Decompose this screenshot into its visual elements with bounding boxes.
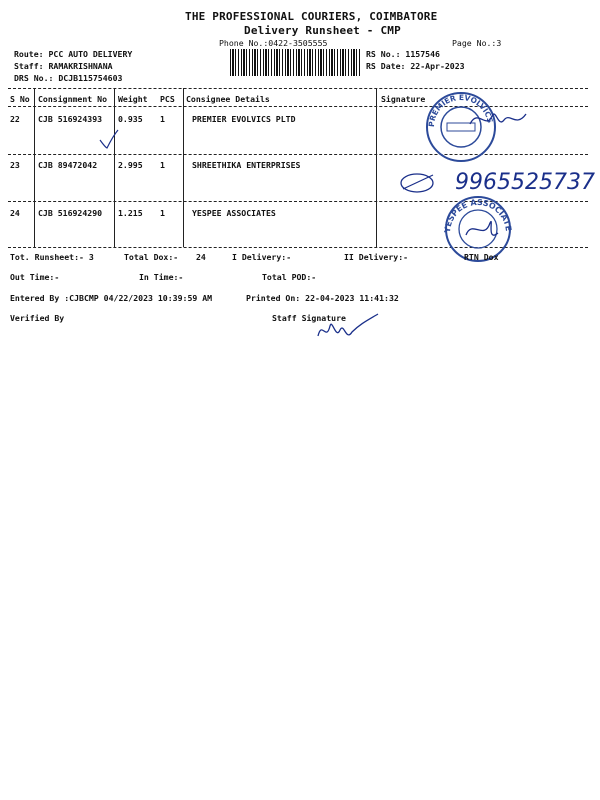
signature-mark	[468, 102, 528, 136]
i-delivery: I Delivery:-	[232, 252, 292, 262]
total-pod: Total POD:-	[262, 272, 317, 282]
header-signature: Signature	[381, 94, 426, 104]
row-weight: 0.935	[118, 114, 143, 124]
row-weight: 2.995	[118, 160, 143, 170]
phone-number: Phone No.:0422-3505555	[219, 38, 328, 48]
table-top-rule	[8, 88, 588, 89]
row-consignment: CJB 516924290	[38, 208, 103, 218]
company-name: THE PROFESSIONAL COURIERS, COIMBATORE	[185, 10, 438, 23]
row-pcs: 1	[160, 160, 165, 170]
rtn-dox: RTN Dox	[464, 252, 499, 262]
in-time: In Time:-	[139, 272, 184, 282]
row-sno: 24	[10, 208, 20, 218]
svg-text:YESPEE ASSOCIATES: YESPEE ASSOCIATES	[425, 186, 514, 234]
column-divider	[114, 88, 115, 247]
barcode-image	[230, 49, 360, 76]
checkmark-icon	[98, 128, 122, 150]
rs-date: RS Date: 22-Apr-2023	[366, 61, 465, 71]
row-rule	[8, 154, 588, 155]
row-pcs: 1	[160, 114, 165, 124]
staff-signature-mark	[316, 312, 380, 346]
row-sno: 23	[10, 160, 20, 170]
printed-on: Printed On: 22-04-2023 11:41:32	[246, 293, 399, 303]
column-divider	[34, 88, 35, 247]
row-consignment: CJB 89472042	[38, 160, 98, 170]
svg-text:9965525737: 9965525737	[455, 170, 595, 195]
staff-label: Staff: RAMAKRISHNANA	[14, 61, 113, 71]
entered-by: Entered By :CJBCMP 04/22/2023 10:39:59 AM	[10, 293, 213, 303]
ii-delivery: II Delivery:-	[344, 252, 409, 262]
row-consignee: YESPEE ASSOCIATES	[192, 208, 276, 218]
column-divider	[183, 88, 184, 247]
header-pcs: PCS	[160, 94, 175, 104]
tot-runsheet: Tot. Runsheet:- 3	[10, 252, 94, 262]
page-number: Page No.:3	[452, 38, 502, 48]
page-title: Delivery Runsheet - CMP	[244, 24, 401, 37]
header-weight: Weight	[118, 94, 148, 104]
svg-text:PREMIER EVOLVICS: PREMIER EVOLVICS	[426, 92, 495, 128]
row-consignment: CJB 516924393	[38, 114, 103, 124]
row-pcs: 1	[160, 208, 165, 218]
staff-signature-label: Staff Signature	[272, 313, 346, 323]
row-consignee: SHREETHIKA ENTERPRISES	[192, 160, 301, 170]
verified-by: Verified By	[10, 313, 65, 323]
drs-number: DRS No.: DCJB115754603	[14, 73, 123, 83]
out-time: Out Time:-	[10, 272, 60, 282]
route-label: Route: PCC AUTO DELIVERY	[14, 49, 133, 59]
row-consignee: PREMIER EVOLVICS PLTD	[192, 114, 296, 124]
header-consignee: Consignee Details	[186, 94, 270, 104]
row-weight: 1.215	[118, 208, 143, 218]
header-sno: S No	[10, 94, 30, 104]
total-dox-value: 24	[196, 252, 206, 262]
column-divider	[376, 88, 377, 247]
total-dox-label: Total Dox:-	[124, 252, 179, 262]
rs-number: RS No.: 1157546	[366, 49, 440, 59]
header-consignment: Consignment No	[38, 94, 108, 104]
row-sno: 22	[10, 114, 20, 124]
